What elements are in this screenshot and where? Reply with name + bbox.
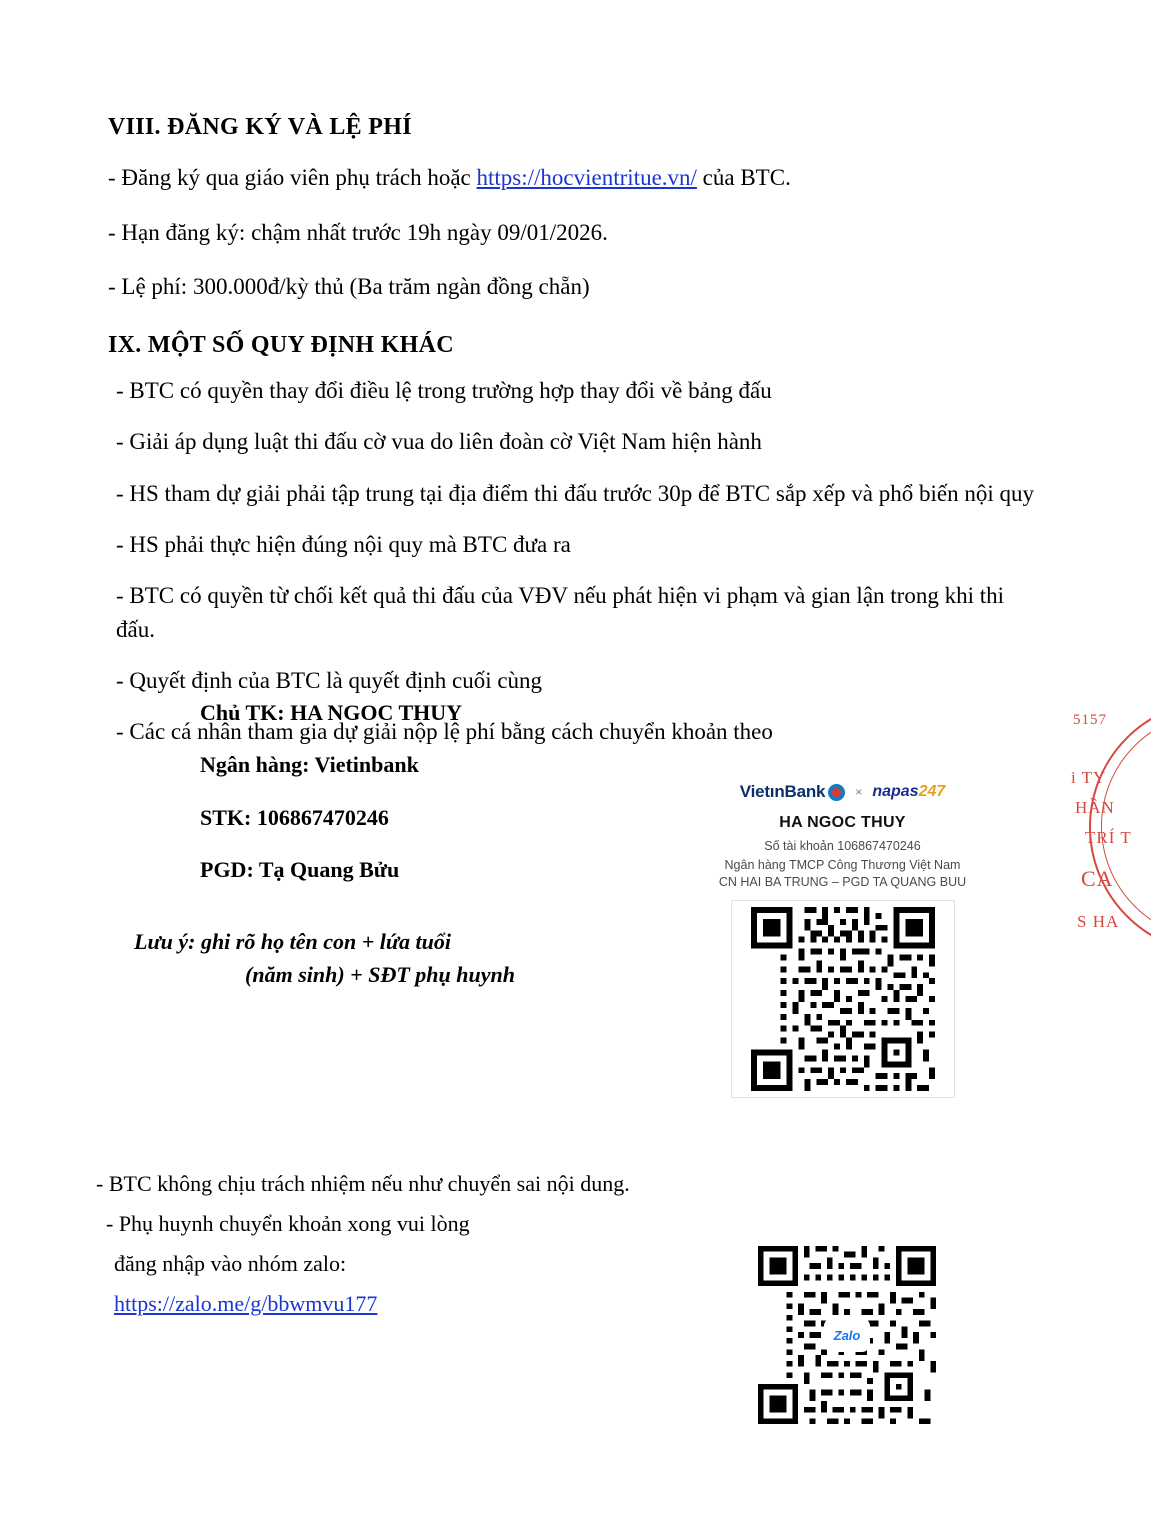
rule-item-7: - Các cá nhân tham gia dự giải nộp lệ phí bằng cách chuyển khoản theo — [116, 719, 773, 745]
bank-details — [200, 700, 620, 910]
zalo-group-link[interactable]: https://zalo.me/g/bbwmvu177 — [114, 1290, 378, 1316]
registration-line — [108, 162, 1048, 195]
zalo-qr-code[interactable] — [752, 1240, 942, 1430]
zalo-link-line — [96, 1288, 796, 1320]
official-stamp — [1071, 690, 1151, 960]
rule-item-2: - Giải áp dụng luật thi đấu cờ vua do liên đoàn cờ Việt Nam hiện hành — [116, 429, 762, 455]
bank-qr-code[interactable] — [732, 901, 954, 1097]
rule-item-3: - HS tham dự giải phải tập trung tại địa điểm thi đấu trước 30p để BTC sắp xếp và phổ biến nội quy — [116, 480, 1034, 506]
rule-item-1: - BTC có quyền thay đổi điều lệ trong trường hợp thay đổi về bảng đấu — [116, 377, 772, 403]
bank-branch: PGD: Tạ Quang Bửu — [200, 857, 400, 883]
rule-item-5: - BTC có quyền từ chối kết quả thi đấu của VĐV nếu phát hiện vi phạm và gian lận trong khi thi đấu. — [116, 583, 1004, 642]
zalo-logo-icon: Zalo — [824, 1318, 870, 1352]
registration-line-before: - Đăng ký qua giáo viên phụ trách hoặc — [108, 165, 477, 190]
qr-branch-line: CN HAI BA TRUNG – PGD TA QUANG BUU — [718, 875, 967, 889]
stamp-line-1: 5157 — [1073, 712, 1107, 728]
napas-logo-text: napas — [872, 783, 919, 800]
vietinbank-logo — [740, 782, 846, 802]
registration-link[interactable]: https://hocvientritue.vn/ — [476, 165, 697, 190]
transfer-note-line1: Lưu ý: ghi rõ họ tên con + lứa tuổi — [134, 929, 451, 954]
fee-line: - Lệ phí: 300.000đ/kỳ thủ (Ba trăm ngàn đồng chẵn) — [108, 274, 590, 300]
transfer-note — [130, 925, 600, 991]
closing-notes — [96, 1168, 796, 1328]
bank-account-number: STK: 106867470246 — [200, 804, 389, 830]
qr-account-number: Số tài khoản 106867470246 — [764, 839, 921, 853]
rule-item-6: - Quyết định của BTC là quyết định cuối cùng — [116, 668, 543, 694]
stamp-line-3: HẦN — [1075, 798, 1115, 817]
document-body — [108, 112, 1048, 767]
closing-note-1: - BTC không chịu trách nhiệm nếu như chuyển sai nội dung. — [96, 1171, 630, 1196]
section-ix-heading: IX. MỘT SỐ QUY ĐỊNH KHÁC — [108, 331, 454, 358]
transfer-note-line2: (năm sinh) + SĐT phụ huynh — [245, 962, 515, 987]
rule-item-4: - HS phải thực hiện đúng nội quy mà BTC đưa ra — [116, 532, 571, 557]
stamp-line-5: CA — [1081, 866, 1114, 891]
qr-bank-full-name: Ngân hàng TMCP Công Thương Việt Nam — [724, 858, 961, 872]
bank-owner: Chủ TK: HA NGOC THUY — [200, 700, 463, 725]
section-viii-heading: VIII. ĐĂNG KÝ VÀ LỆ PHÍ — [108, 114, 412, 140]
stamp-line-2: i TY — [1071, 768, 1107, 787]
qr-account-name: HA NGOC THUY — [779, 814, 906, 831]
closing-note-2: - Phụ huynh chuyển khoản xong vui lòng — [106, 1210, 470, 1236]
bank-qr-brand-row — [700, 782, 985, 802]
brand-separator-icon: × — [855, 785, 863, 799]
stamp-line-6: S HA — [1077, 912, 1120, 931]
bank-qr-card — [700, 782, 985, 1097]
bank-name: Ngân hàng: Vietinbank — [200, 752, 419, 778]
deadline-line: - Hạn đăng ký: chậm nhất trước 19h ngày 09/01/2026. — [108, 219, 608, 245]
napas-logo-number: 247 — [918, 783, 946, 800]
vietinbank-mark-icon — [828, 784, 845, 801]
closing-note-3: đăng nhập vào nhóm zalo: — [114, 1250, 347, 1276]
napas-logo — [872, 783, 945, 801]
stamp-line-4: TRÍ T — [1085, 828, 1132, 847]
vietinbank-logo-text: VietınBank — [739, 782, 826, 801]
registration-line-after: của BTC. — [696, 165, 791, 190]
